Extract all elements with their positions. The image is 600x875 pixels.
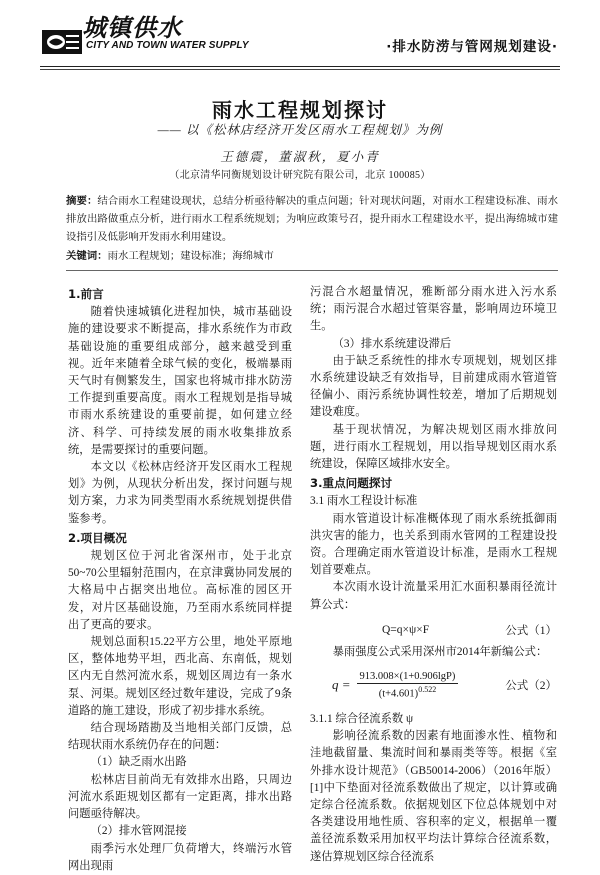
issue-2-continuation: 污混合水超量情况，雅断部分雨水进入污水系统；雨污混合水超过管渠容量，影响周边环境卫生。 bbox=[310, 286, 557, 333]
section-3-1-1-heading: 3.1.1 综合径流系数 ψ bbox=[310, 713, 414, 726]
section-1-paragraph: 本文以《松林店经济开发区雨水工程规划》为例，从现状分析出发，探讨问题与规划方案，力求为同类型雨水系统规划提供借鉴参考。 bbox=[68, 461, 292, 525]
keywords bbox=[66, 247, 558, 266]
section-2-heading: 2.项目概况 bbox=[68, 530, 127, 545]
issue-1-title: （1）缺乏雨水出路 bbox=[90, 756, 187, 769]
formula-1-expression: Q=q×ψ×F bbox=[382, 623, 430, 636]
issue-3-text: 由于缺乏系统性的排水专项规划，规划区排水系统建设缺乏有效指导，目前建成雨水管道管径偏小、雨污系统协调性较差，增加了后期规划建设难度。 bbox=[310, 354, 557, 419]
left-column bbox=[68, 284, 292, 872]
section-3-1-heading: 3.1 雨水工程设计标准 bbox=[310, 495, 418, 508]
section-1-heading: 1.前言 bbox=[68, 287, 104, 301]
section-2-paragraph: 规划总面积15.22平方公里，地处平原地区，整体地势平坦，西北高、东南低，规划区内无自然河流水系，规划区周边有一条水泵、河渠。规划区经过数年建设，完成了9条道路的施工建设，形成了初步排水系统。 bbox=[68, 636, 292, 717]
section-3-heading: 3.重点问题探讨 bbox=[310, 476, 393, 491]
formula-2-fraction bbox=[357, 671, 459, 700]
keywords-label: 关键词： bbox=[66, 250, 108, 262]
formula-1-tag: 公式（1） bbox=[505, 624, 557, 637]
section-1-paragraph: 随着快速城镇化进程加快，城市基础设施的建设要求不断提高，排水系统作为市政基础设施的重要组成部分，越来越受到重视。近年来随着全球气候的变化，极端暴雨天气时有侧繁发生，国家也将城市排水防涝工作提到重要高度。雨水工程规划是指导城市雨水系统建设的重要前提，如何建立经济、科学、可持续发展的雨水收集排放系统，是需要探讨的重要问题。 bbox=[68, 306, 292, 456]
section-tag: ·排水防涝与管网规划建设· bbox=[386, 39, 558, 55]
formula-2-lhs: q = bbox=[332, 677, 351, 693]
keywords-text: 雨水工程规划；建设标准；海绵城市 bbox=[107, 251, 274, 262]
journal-logo-emblem bbox=[42, 30, 82, 54]
section-3-1-paragraph: 暴雨强度公式采用深州市2014年新编公式： bbox=[332, 645, 548, 658]
abstract bbox=[66, 192, 558, 247]
issue-1-text: 松林店目前尚无有效排水出路，只周边河流水系距规划区都有一定距离，排水出路问题亟待解决。 bbox=[68, 773, 292, 821]
section-3-1-1-paragraph: 影响径流系数的因素有地面渗水性、植物和洼地截留量、集流时间和暴雨类等等。根据《室外排水设计规范》（GB50014-2006）（2016年版）[1]中下垫面对径流系数做出了规定，以计算或确定综合径流系数。依据规划区下位总体规划中对各类建设用地性质、容积率的定义，根据单一覆盖径流系数采用加权平均法计算综合径流系数，遂估算规划区综合径流系 bbox=[310, 730, 557, 863]
issue-2-text: 雨季污水处理厂负荷增大，终端污水管网出现雨 bbox=[68, 842, 292, 872]
formula-2-numerator: 913.008×(1+0.906lgP) bbox=[357, 671, 459, 684]
article-affiliation: （北京清华同衡规划设计研究院有限公司，北京 100085） bbox=[169, 170, 431, 181]
abstract-divider bbox=[66, 270, 558, 271]
formula-2 bbox=[310, 663, 557, 707]
formula-1 bbox=[310, 618, 557, 642]
header-rule bbox=[40, 66, 560, 67]
journal-logo-script: 城镇供水 bbox=[82, 13, 182, 42]
article-subtitle: —— 以《松林店经济开发区雨水工程规划》为例 bbox=[157, 123, 443, 137]
right-column bbox=[310, 284, 557, 863]
section-2-paragraph: 规划区位于河北省深州市，处于北京50~70公里辐射范围内，在京津冀协同发展的大格局中占据突出地位。高标准的园区开发，对片区基础设施，乃至雨水系统同样提出了更高的要求。 bbox=[68, 550, 292, 631]
section-3-1-paragraph: 雨水管道设计标准概体现了雨水系统抵御雨洪灾害的能力，也关系到雨水管网的工程建设投资。合理确定雨水管道设计标准，是雨水工程规划首要难点。 bbox=[310, 512, 557, 577]
formula-2-denominator-wrap bbox=[376, 684, 439, 700]
section-2-paragraph: 结合现场踏勘及当地相关部门反馈，总结现状雨水系统仍存在的问题： bbox=[68, 722, 292, 752]
article-authors: 王德震，董淑秋，夏小青 bbox=[220, 150, 380, 164]
journal-logo-english: CITY AND TOWN WATER SUPPLY bbox=[86, 40, 249, 51]
header-rule-thin bbox=[40, 69, 560, 70]
formula-2-denominator: (t+4.601) bbox=[378, 688, 419, 700]
section-3-1-paragraph: 本次雨水设计流量采用汇水面积暴雨径流计算公式： bbox=[310, 581, 557, 611]
summary-paragraph: 基于现状情况，为解决规划区雨水排放问题，进行雨水工程规划，用以指导规划区雨水系统建设，保障区域排水安全。 bbox=[310, 423, 557, 471]
issue-2-title: （2）排水管网混接 bbox=[90, 825, 187, 838]
abstract-text: 结合雨水工程建设现状，总结分析亟待解决的重点问题；针对现状问题，对雨水工程建设标准、雨水排放出路做重点分析，进行雨水工程系统规划；为响应政策号召，提升雨水工程建设水平，提出海绵城市建设指引及低影响开发雨水利用建设。 bbox=[66, 196, 559, 243]
abstract-label: 摘要： bbox=[66, 195, 98, 207]
formula-2-exponent: 0.522 bbox=[418, 684, 437, 694]
formula-2-tag: 公式（2） bbox=[505, 680, 557, 693]
issue-3-title: （3）排水系统建设滞后 bbox=[332, 337, 452, 350]
article-title: 雨水工程规划探讨 bbox=[212, 98, 388, 122]
